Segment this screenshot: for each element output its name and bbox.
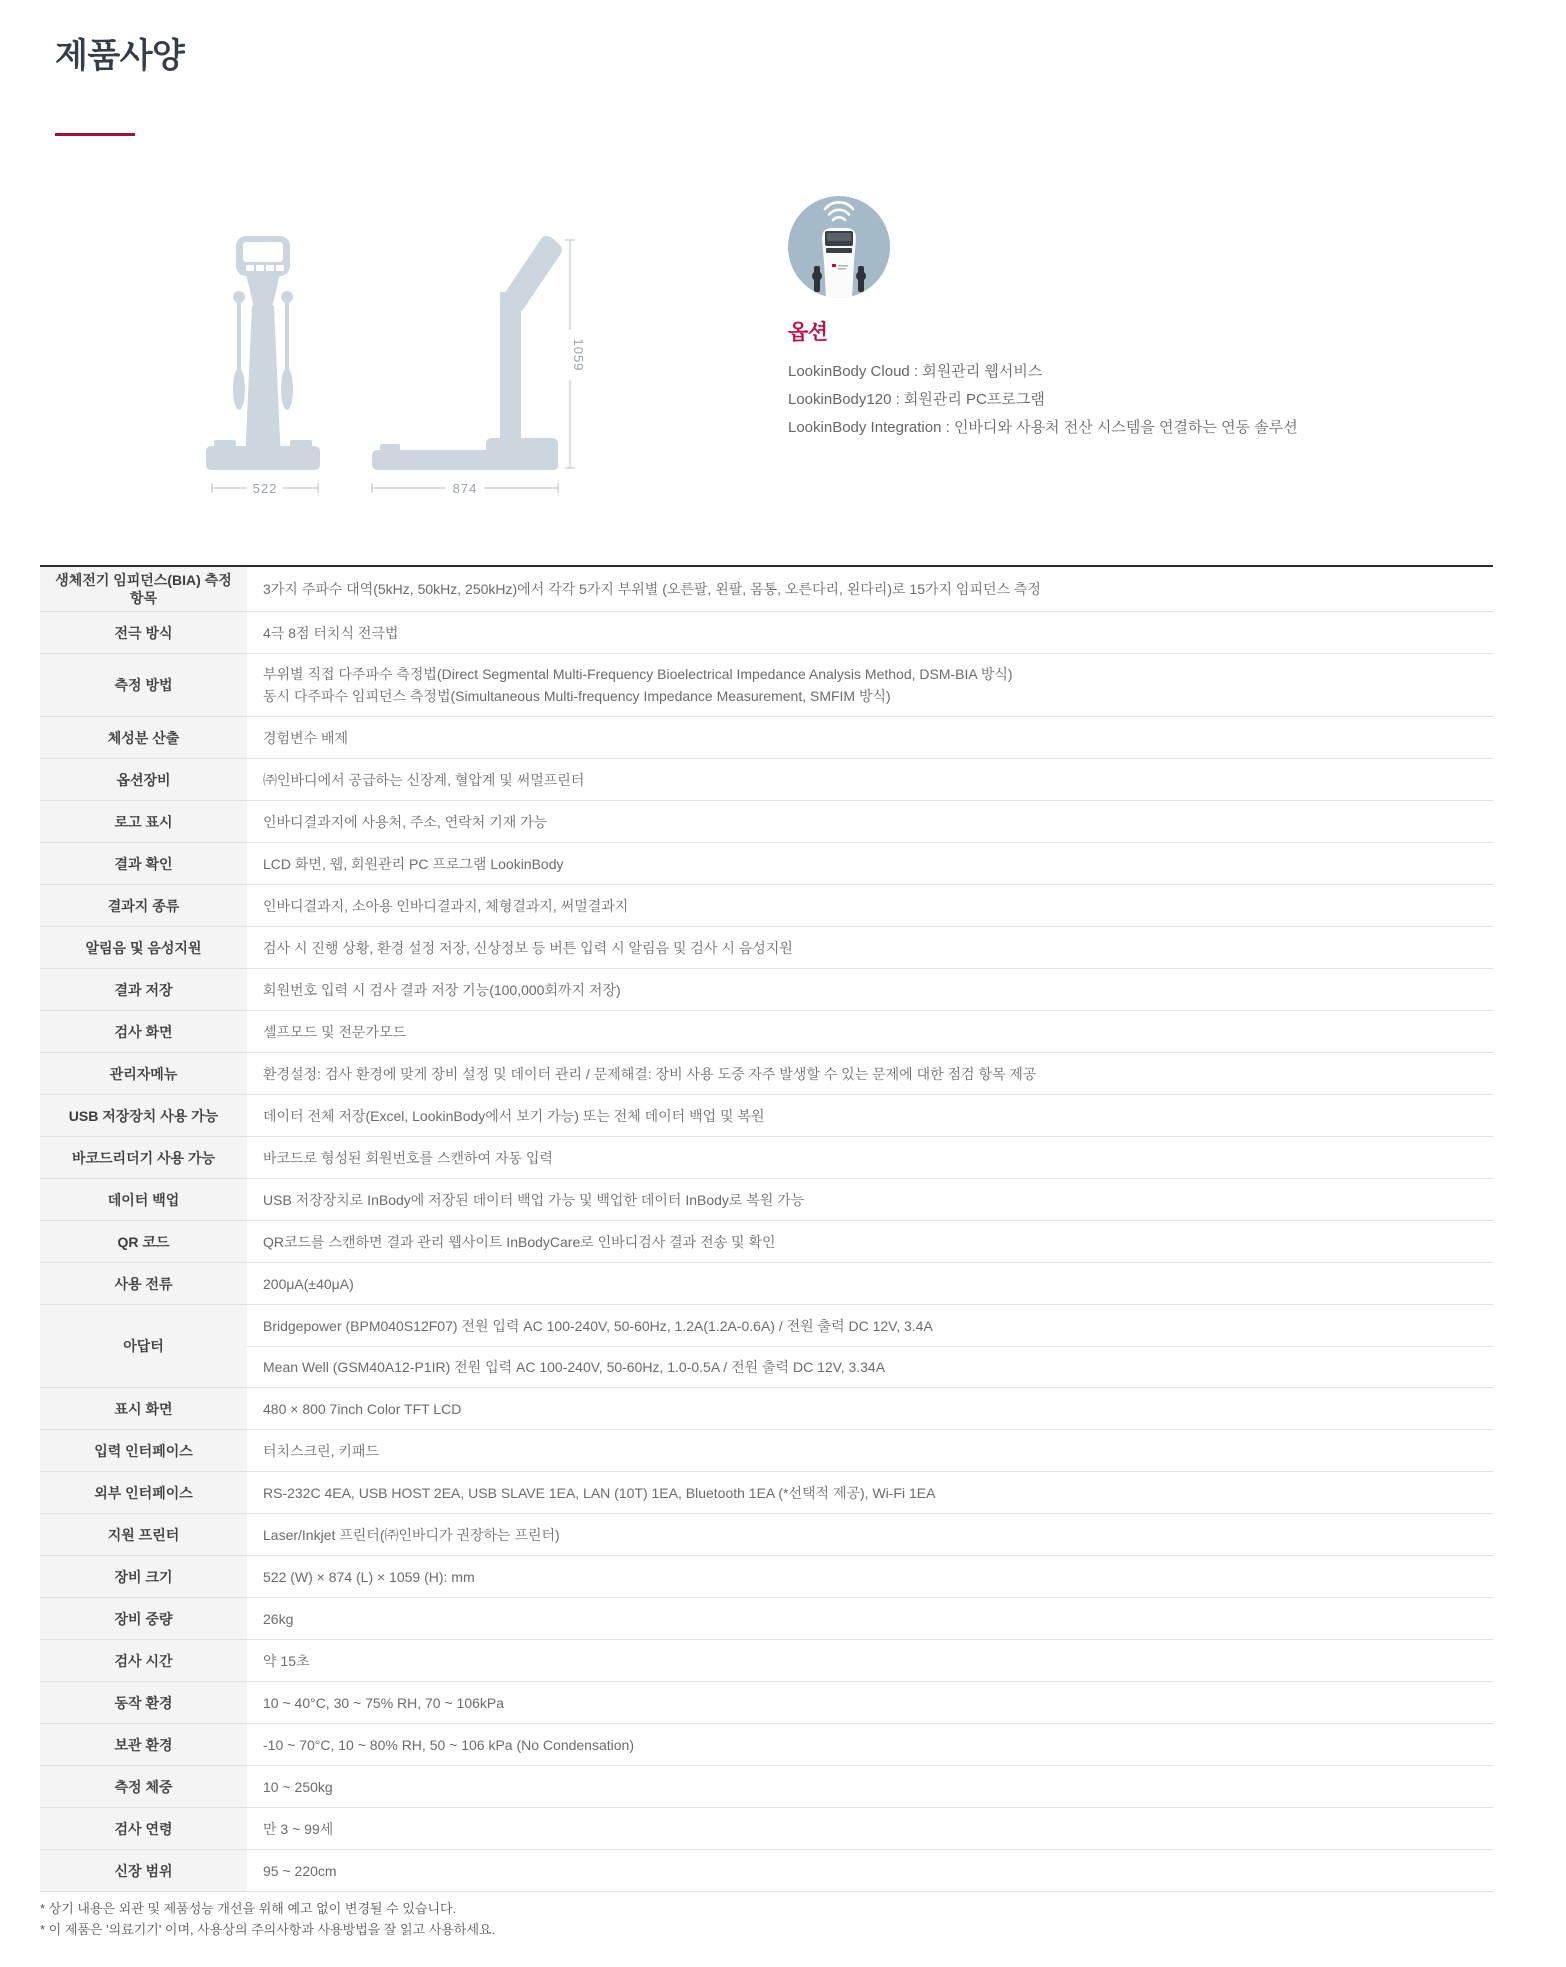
table-row: [40, 1640, 1493, 1682]
spec-value: [247, 1263, 1493, 1304]
spec-values: [247, 1221, 1493, 1262]
spec-value-line: RS-232C 4EA, USB HOST 2EA, USB SLAVE 1EA, LAN (10T) 1EA, Bluetooth 1EA (*선택적 제공), Wi-Fi 1EA: [263, 1484, 936, 1501]
spec-label: 측정 체중: [40, 1766, 247, 1807]
spec-value-line: 10 ~ 250kg: [263, 1778, 333, 1795]
spec-value: [247, 1556, 1493, 1597]
spec-value: [247, 1766, 1493, 1807]
option-device-body-icon: [812, 228, 866, 298]
spec-values: [247, 801, 1493, 842]
spec-value-line: QR코드를 스캔하면 결과 관리 웹사이트 InBodyCare로 인바디검사 결과 전송 및 확인: [263, 1233, 776, 1250]
spec-value-line: 바코드로 형성된 회원번호를 스캔하여 자동 입력: [263, 1149, 553, 1166]
spec-values: [247, 1388, 1493, 1429]
spec-values: [247, 1766, 1493, 1807]
table-row: [40, 801, 1493, 843]
spec-values: [247, 1472, 1493, 1513]
table-row: [40, 1472, 1493, 1514]
spec-values: [247, 717, 1493, 758]
spec-value-line: ㈜인바디에서 공급하는 신장계, 혈압계 및 써멀프린터: [263, 771, 585, 788]
table-row: [40, 969, 1493, 1011]
spec-value-line: Laser/Inkjet 프린터(㈜인바디가 권장하는 프린터): [263, 1526, 560, 1543]
device-silhouettes-svg: [150, 180, 620, 510]
table-row: [40, 1598, 1493, 1640]
title-underline: [55, 133, 135, 136]
spec-label: 결과 확인: [40, 843, 247, 884]
spec-value: [247, 885, 1493, 926]
spec-values: [247, 612, 1493, 653]
table-row: [40, 1850, 1493, 1892]
spec-label: 아답터: [40, 1305, 247, 1387]
spec-value-line: 95 ~ 220cm: [263, 1862, 337, 1879]
spec-value-line: 약 15초: [263, 1652, 310, 1669]
spec-value-line: 만 3 ~ 99세: [263, 1820, 334, 1837]
table-row: [40, 717, 1493, 759]
spec-label: 바코드리더기 사용 가능: [40, 1137, 247, 1178]
option-device-svg: [788, 196, 890, 298]
table-row: [40, 1263, 1493, 1305]
table-row: [40, 1430, 1493, 1472]
spec-value: [247, 1850, 1493, 1891]
spec-values: [247, 969, 1493, 1010]
spec-value: [247, 1514, 1493, 1555]
options-section: [788, 196, 1428, 442]
spec-value-line: 셀프모드 및 전문가모드: [263, 1023, 407, 1040]
spec-value: [247, 1724, 1493, 1765]
table-row: [40, 927, 1493, 969]
spec-value: [247, 654, 1493, 716]
spec-label: 체성분 산출: [40, 717, 247, 758]
spec-value-line: 부위별 직접 다주파수 측정법(Direct Segmental Multi-Frequency Bioelectrical Impedance Analysis Method, DSM-BIA 방식): [263, 666, 1013, 682]
height-label: 1059: [571, 338, 586, 372]
footnotes: [40, 1898, 495, 1940]
spec-value-line: LCD 화면, 웹, 회원관리 PC 프로그램 LookinBody: [263, 855, 564, 872]
device-front-display-icon: [243, 242, 284, 271]
option-items: [788, 358, 1428, 442]
spec-label: 생체전기 임피던스(BIA) 측정항목: [40, 567, 247, 611]
spec-values: [247, 1682, 1493, 1723]
spec-value: [247, 843, 1493, 884]
spec-value-line: 환경설정: 검사 환경에 맞게 장비 설정 및 데이터 관리 / 문제해결: 장비 사용 도중 자주 발생할 수 있는 문제에 대한 점검 항목 제공: [263, 1065, 1037, 1082]
table-row: [40, 1179, 1493, 1221]
wifi-icon: [825, 202, 853, 220]
spec-value-line: 522 (W) × 874 (L) × 1059 (H): mm: [263, 1568, 475, 1585]
spec-value-line: 동시 다주파수 임피던스 측정법(Simultaneous Multi-frequency Impedance Measurement, SMFIM 방식): [263, 688, 891, 704]
spec-label: 로고 표시: [40, 801, 247, 842]
table-row: [40, 759, 1493, 801]
footnote-line: * 이 제품은 '의료기기' 이며, 사용상의 주의사항과 사용방법을 잘 읽고 사용하세요.: [40, 1922, 496, 1937]
spec-label: 데이터 백업: [40, 1179, 247, 1220]
spec-label: 사용 전류: [40, 1263, 247, 1304]
spec-values: [247, 927, 1493, 968]
option-item: LookinBody Cloud : 회원관리 웹서비스: [788, 363, 1043, 380]
device-side-silhouette-icon: [372, 236, 562, 470]
spec-value: [247, 1598, 1493, 1639]
spec-label: 지원 프린터: [40, 1514, 247, 1555]
footnote-line: * 상기 내용은 외관 및 제품성능 개선을 위해 예고 없이 변경될 수 있습니다.: [40, 1901, 457, 1916]
spec-value: [247, 612, 1493, 653]
table-row: [40, 654, 1493, 717]
front-width-label: 522: [252, 481, 278, 496]
spec-values: [247, 1640, 1493, 1681]
spec-table: [40, 565, 1493, 1892]
spec-label: 알림음 및 음성지원: [40, 927, 247, 968]
spec-value: [247, 1388, 1493, 1429]
spec-value: [247, 1808, 1493, 1849]
spec-values: [247, 1556, 1493, 1597]
spec-label: 관리자메뉴: [40, 1053, 247, 1094]
spec-value: [247, 1137, 1493, 1178]
table-row: [40, 1514, 1493, 1556]
spec-values: [247, 1263, 1493, 1304]
spec-value-line: -10 ~ 70°C, 10 ~ 80% RH, 50 ~ 106 kPa (No Condensation): [263, 1736, 634, 1753]
spec-value: Mean Well (GSM40A12-P1IR) 전원 입력 AC 100-240V, 50-60Hz, 1.0-0.5A / 전원 출력 DC 12V, 3.34A: [247, 1346, 1493, 1387]
spec-values: [247, 1011, 1493, 1052]
table-row: [40, 1808, 1493, 1850]
spec-values: [247, 1808, 1493, 1849]
spec-value: [247, 717, 1493, 758]
spec-value: [247, 1095, 1493, 1136]
options-heading: 옵션: [788, 321, 828, 344]
spec-value: [247, 1682, 1493, 1723]
spec-value: [247, 969, 1493, 1010]
spec-value: [247, 1472, 1493, 1513]
spec-value: [247, 1179, 1493, 1220]
spec-value: [247, 759, 1493, 800]
table-row: [40, 1556, 1493, 1598]
spec-value-line: 회원번호 입력 시 검사 결과 저장 기능(100,000회까지 저장): [263, 981, 621, 998]
spec-label: 장비 중량: [40, 1598, 247, 1639]
spec-values: [247, 1305, 1493, 1387]
spec-value-line: 터치스크린, 키패드: [263, 1442, 379, 1459]
spec-value: [247, 1053, 1493, 1094]
spec-value-line: USB 저장장치로 InBody에 저장된 데이터 백업 가능 및 백업한 데이터 InBody로 복원 가능: [263, 1191, 805, 1208]
spec-value: Bridgepower (BPM040S12F07) 전원 입력 AC 100-240V, 50-60Hz, 1.2A(1.2A-0.6A) / 전원 출력 DC 12V, 3.4A: [263, 1317, 933, 1334]
table-row: [40, 1388, 1493, 1430]
option-item: LookinBody Integration : 인바디와 사용처 전산 시스템을 연결하는 연동 솔루션: [788, 419, 1298, 436]
spec-values: [247, 1850, 1493, 1891]
spec-label: QR 코드: [40, 1221, 247, 1262]
spec-value: [247, 1640, 1493, 1681]
side-length-label: 874: [452, 481, 478, 496]
spec-value-line: 200μA(±40μA): [263, 1275, 354, 1292]
spec-values: [247, 759, 1493, 800]
spec-label: 전극 방식: [40, 612, 247, 653]
spec-label: 입력 인터페이스: [40, 1430, 247, 1471]
spec-values: [247, 1514, 1493, 1555]
spec-value-line: 26kg: [263, 1610, 294, 1627]
spec-label: 동작 환경: [40, 1682, 247, 1723]
spec-value: [247, 1221, 1493, 1262]
table-row: [40, 1724, 1493, 1766]
spec-values: [247, 1179, 1493, 1220]
spec-values: [247, 1137, 1493, 1178]
spec-label: 보관 환경: [40, 1724, 247, 1765]
page-title: 제품사양: [55, 37, 185, 75]
spec-value-line: 480 × 800 7inch Color TFT LCD: [263, 1400, 462, 1417]
table-row: [40, 1011, 1493, 1053]
spec-values: [247, 843, 1493, 884]
spec-value-line: 데이터 전체 저장(Excel, LookinBody에서 보기 가능) 또는 전체 데이터 백업 및 복원: [263, 1107, 765, 1124]
spec-label: 외부 인터페이스: [40, 1472, 247, 1513]
spec-value-line: 10 ~ 40°C, 30 ~ 75% RH, 70 ~ 106kPa: [263, 1694, 505, 1711]
spec-value-line: 경험변수 배제: [263, 729, 349, 746]
spec-value: [247, 1430, 1493, 1471]
spec-label: USB 저장장치 사용 가능: [40, 1095, 247, 1136]
table-row: [40, 885, 1493, 927]
spec-label: 검사 화면: [40, 1011, 247, 1052]
spec-label: 측정 방법: [40, 654, 247, 716]
option-item: LookinBody120 : 회원관리 PC프로그램: [788, 391, 1045, 408]
spec-values: [247, 885, 1493, 926]
spec-values: [247, 567, 1493, 611]
spec-label: 검사 연령: [40, 1808, 247, 1849]
table-row: [40, 1682, 1493, 1724]
spec-label: 검사 시간: [40, 1640, 247, 1681]
spec-value: [247, 567, 1493, 611]
spec-values: [247, 1724, 1493, 1765]
spec-values: [247, 1053, 1493, 1094]
spec-values: [247, 1095, 1493, 1136]
table-row: [40, 843, 1493, 885]
table-row: [40, 1766, 1493, 1808]
spec-value-line: 검사 시 진행 상황, 환경 설정 저장, 신상정보 등 버튼 입력 시 알림음 및 검사 시 음성지원: [263, 939, 793, 956]
spec-value: [247, 927, 1493, 968]
spec-label: 신장 범위: [40, 1850, 247, 1891]
spec-value: [247, 1011, 1493, 1052]
spec-values: [247, 1430, 1493, 1471]
spec-value-line: 4극 8점 터치식 전극법: [263, 624, 399, 641]
spec-value: [247, 801, 1493, 842]
table-row: [40, 1221, 1493, 1263]
table-row: [40, 1053, 1493, 1095]
table-row: [40, 1137, 1493, 1179]
option-product-photo: [788, 196, 890, 298]
table-row: [40, 567, 1493, 612]
spec-label: 표시 화면: [40, 1388, 247, 1429]
spec-label: 결과 저장: [40, 969, 247, 1010]
spec-label: 옵션장비: [40, 759, 247, 800]
spec-value-line: 인바디결과지, 소아용 인바디결과지, 체형결과지, 써멀결과지: [263, 897, 629, 914]
table-row: [40, 612, 1493, 654]
table-row: [40, 1305, 1493, 1388]
spec-value-line: 3가지 주파수 대역(5kHz, 50kHz, 250kHz)에서 각각 5가지 부위별 (오른팔, 왼팔, 몸통, 오른다리, 왼다리)로 15가지 임피던스 측정: [263, 581, 1041, 597]
spec-label: 결과지 종류: [40, 885, 247, 926]
device-dimension-diagram: [150, 180, 620, 510]
spec-values: [247, 1598, 1493, 1639]
device-front-silhouette-icon: [206, 236, 320, 470]
spec-values: [247, 654, 1493, 716]
table-row: [40, 1095, 1493, 1137]
spec-value-line: 인바디결과지에 사용처, 주소, 연락처 기재 가능: [263, 813, 548, 830]
spec-label: 장비 크기: [40, 1556, 247, 1597]
